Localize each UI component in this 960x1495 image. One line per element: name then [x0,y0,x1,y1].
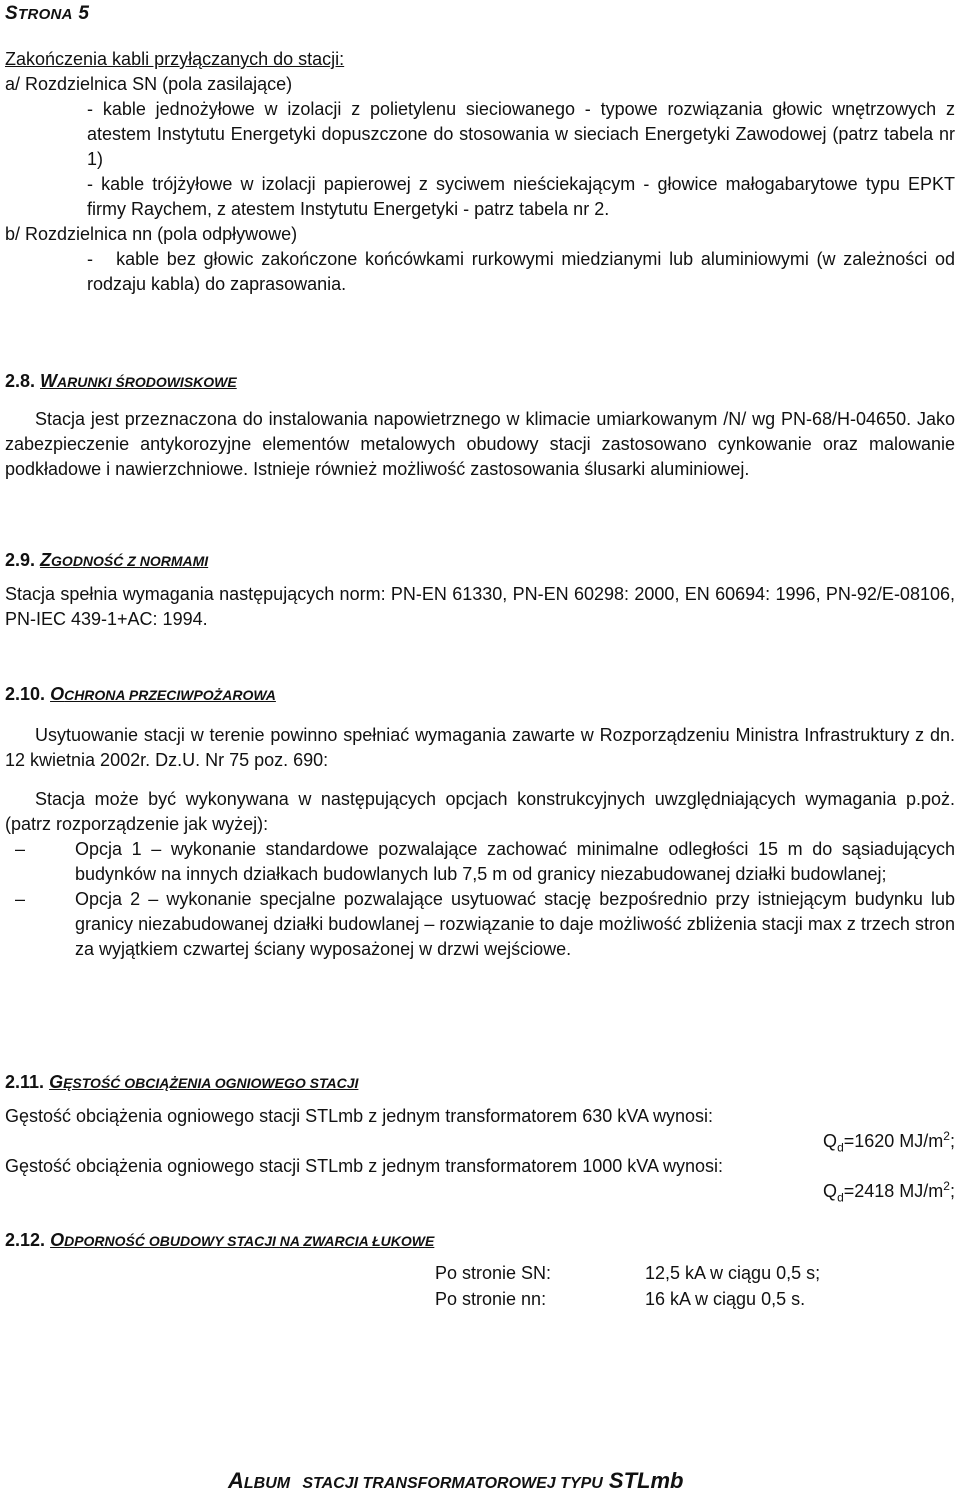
footer-middle: STACJI TRANSFORMATOROWEJ TYPU [302,1475,603,1492]
section-paragraph-1: Usytuowanie stacji w terenie powinno spełniać wymagania zawarte w Rozporządzeniu Ministra Infrastruktury z dn. 12 kwietnia 2002r. Dz.U. Nr 75 poz. 690: [5,725,955,770]
footer-lbum: LBUM [243,1475,291,1492]
option-2-text: Opcja 2 – wykonanie specjalne pozwalające usytuować stację bezpośrednio przy istniejącym budynku lub granicy niezabudowanej działki budowlanej – rozwiązanie to daje możliwość zbliżenia stacji max z trzech stron za wyjątkiem czwartej ściany wyposażonej w drzwi wejściowe. [75,889,955,959]
intro-section [5,47,955,297]
arc-resistance-table [435,1260,820,1312]
section-2-10 [5,682,955,962]
section-title: ODPORNOŚĆ OBUDOWY STACJI NA ZWARCIA ŁUKOWE [50,1230,435,1250]
dash: - [87,99,93,119]
section-title: GĘSTOŚĆ OBCIĄŻENIA OGNIOWEGO STACJI [49,1072,359,1092]
section-paragraph: Stacja spełnia wymagania następujących norm: PN-EN 61330, PN-EN 60298: 2000, EN 60694: 1996, PN-92/E-08106, PN-IEC 439-1+AC: 1994. [5,584,955,629]
section-heading [5,1228,955,1254]
section-heading [5,682,955,708]
intro-b-label: b/ Rozdzielnica nn (pola odpływowe) [5,224,298,244]
arc-row-label: Po stronie nn: [435,1289,547,1309]
fire-load-line-1: Gęstość obciążenia ogniowego stacji STLmb z jednym transformatorem 630 kVA wynosi: [5,1106,713,1126]
intro-a-item-1 [5,97,955,172]
header-initial: S [5,3,18,24]
section-2-12 [5,1228,955,1254]
option-2-item [5,887,955,962]
arc-row-sn [435,1260,820,1286]
section-number: 2.10. [5,684,46,704]
section-2-9 [5,548,955,632]
section-number: 2.11. [5,1072,45,1092]
section-paragraph: Stacja jest przeznaczona do instalowania napowietrznego w klimacie umiarkowanym /N/ wg PN-68/H-04650. Jako zabezpieczenie antykorozyjne elementów metalowych obudowy stacji zastosowano cynkowanie oraz malowanie podkładowe i nawierzchniowe. Istnieje również możliwość zastosowania ślusarki aluminiowej. [5,409,955,479]
section-heading [5,548,955,574]
section-title: OCHRONA PRZECIWPOŻAROWA [50,684,276,704]
section-2-11 [5,1070,955,1204]
dash: - [87,174,93,194]
section-title: ZGODNOŚĆ Z NORMAMI [40,550,209,570]
intro-b-item-1 [5,247,955,297]
arc-row-label: Po stronie SN: [435,1263,552,1283]
intro-a-item-2 [5,172,955,222]
arc-row-value: 12,5 kA w ciągu 0,5 s; [645,1263,821,1283]
dash-bullet-icon: – [15,889,26,909]
section-number: 2.8. [5,371,36,391]
fire-load-line-2: Gęstość obciążenia ogniowego stacji STLmb z jednym transformatorem 1000 kVA wynosi: [5,1156,724,1176]
intro-a-label: a/ Rozdzielnica SN (pola zasilające) [5,74,293,94]
intro-title: Zakończenia kabli przyłączanych do stacji: [5,49,345,69]
section-number: 2.9. [5,550,36,570]
footer-initial: A [228,1468,244,1493]
page-header [5,3,89,25]
intro-b-item-1-text: kable bez głowic zakończone końcówkami rurkowymi miedzianymi lub aluminiowymi (w zależności od rodzaju kabla) do zaprasowania. [87,249,955,294]
section-2-8 [5,369,955,482]
section-heading [5,1070,955,1096]
section-number: 2.12. [5,1230,46,1250]
dash: - [87,249,93,269]
option-1-item [5,837,955,887]
section-title: WARUNKI ŚRODOWISKOWE [40,371,237,391]
dash-bullet-icon: – [15,839,26,859]
page-footer [228,1468,788,1494]
arc-row-nn [435,1286,820,1312]
fire-load-value-2: $Q_d=2418$ $MJ/m^2$; [823,1179,955,1205]
section-heading [5,369,955,395]
section-paragraph-2: Stacja może być wykonywana w następujących opcjach konstrukcyjnych uwzględniających wymagania p.poż. (patrz rozporządzenie jak wyżej): [5,789,955,834]
option-1-text: Opcja 1 – wykonanie standardowe pozwalające zachować minimalne odległości 15 m do sąsiadujących budynków na innych działkach budowlanych lub 7,5 m od granicy niezabudowanej działki budowlanej; [75,839,955,884]
arc-row-value: 16 kA w ciągu 0,5 s. [645,1289,806,1309]
page-number: 5 [78,3,90,24]
footer-model: STLmb [608,1468,684,1493]
fire-load-value-1: $Q_d=1620$ $MJ/m^2$; [823,1129,955,1155]
header-rest: TRONA [17,6,73,23]
intro-a-item-2-text: kable trójżyłowe w izolacji papierowej z syciwem nieściekającym - głowice małogabarytowe typu EPKT firmy Raychem, z atestem Instytutu Energetyki - patrz tabela nr 2. [87,174,955,219]
intro-a-item-1-text: kable jednożyłowe w izolacji z polietylenu sieciowanego - typowe rozwiązania głowic wnętrzowych z atestem Instytutu Energetyki dopuszczone do stosowania w sieciach Energetyki Zawodowej (patrz tabela nr 1) [87,99,955,169]
